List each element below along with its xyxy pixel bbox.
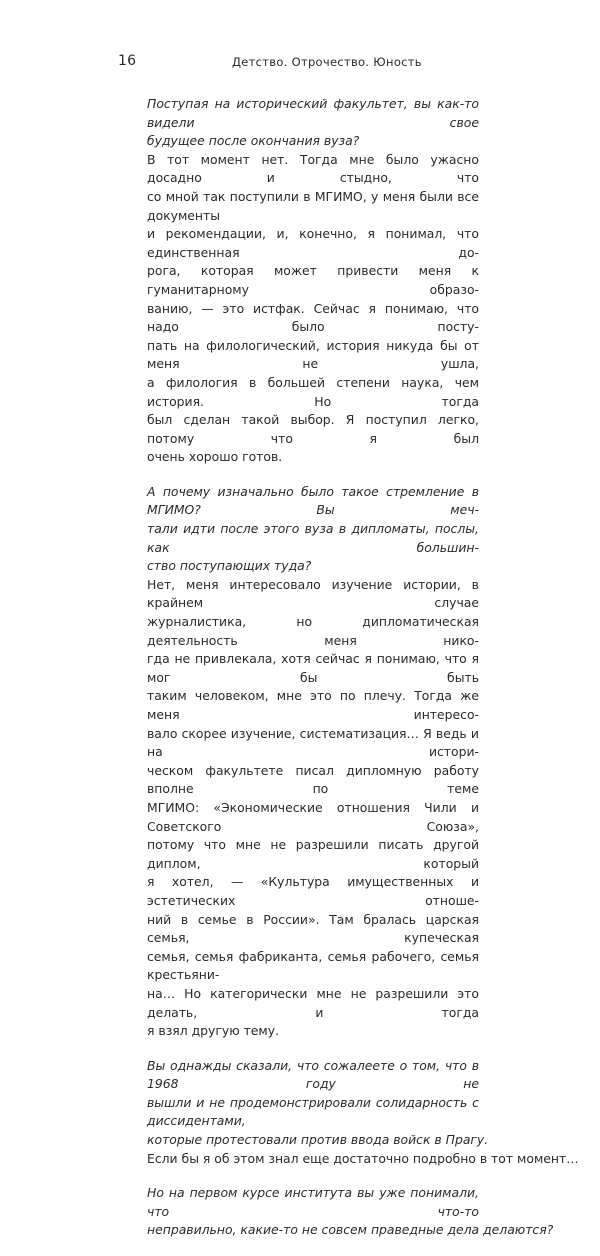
- running-title: Детство. Отрочество. Юность: [232, 55, 422, 69]
- text-line: ческом факультете писал дипломную работу вполне по теме: [147, 762, 479, 797]
- text-line: был сделан такой выбор. Я поступил легко, потому что я был: [147, 412, 479, 446]
- text-line: Если бы я об этом знал еще достаточно подробно в тот момент…: [147, 1150, 579, 1166]
- text-line: А почему изначально было такое стремление в МГИМО? Вы меч-: [147, 483, 479, 518]
- interview-text: [147, 95, 579, 1256]
- text-line: пать на филологический, история никуда бы от меня не ушла,: [147, 337, 479, 372]
- qa-block: [147, 1184, 554, 1240]
- text-line: Нет, меня интересовало изучение истории, в крайнем случае: [147, 576, 479, 611]
- text-line: Поступая на исторический факультет, вы как-то видели свое: [147, 96, 479, 130]
- text-line: МГИМО: «Экономические отношения Чили и Советского Союза»,: [147, 799, 479, 834]
- text-line: журналистика, но дипломатическая деятельность меня нико-: [147, 614, 479, 648]
- text-line: вышли и не продемонстрировали солидарность с диссидентами,: [147, 1094, 479, 1129]
- interview-question: [147, 483, 479, 576]
- text-line: тали идти после этого вуза в дипломаты, послы, как большин-: [147, 521, 479, 555]
- text-line: неправильно, какие-то не совсем праведные дела делаются?: [147, 1222, 554, 1238]
- page-number: 16: [118, 53, 137, 69]
- text-line: а филология в большей степени наука, чем история. Но тогда: [147, 374, 479, 409]
- text-line: и рекомендации, и, конечно, я понимал, что единственная до-: [147, 226, 479, 260]
- text-line: рога, которая может привести меня к гуманитарному образо-: [147, 263, 479, 297]
- text-line: Но на первом курсе института вы уже понимали, что что-то: [147, 1185, 479, 1219]
- text-line: я хотел, — «Культура имущественных и эстетических отноше-: [147, 874, 479, 908]
- interview-answer: [147, 576, 479, 1041]
- text-line: будущее после окончания вуза?: [147, 133, 360, 149]
- text-line: я взял другую тему.: [147, 1023, 280, 1039]
- interview-question: [147, 1057, 489, 1150]
- text-line: ний в семье в России». Там бралась царская семья, купеческая: [147, 911, 479, 946]
- qa-block: [147, 1057, 579, 1169]
- text-line: В тот момент нет. Тогда мне было ужасно досадно и стыдно, что: [147, 151, 479, 186]
- text-line: таким человеком, мне это по плечу. Тогда же меня интересо-: [147, 688, 479, 722]
- interview-answer: [147, 1150, 579, 1169]
- text-line: Вы однажды сказали, что сожалеете о том, что в 1968 году не: [147, 1057, 479, 1092]
- qa-block: [147, 95, 479, 467]
- text-line: потому что мне не разрешили писать другой диплом, который: [147, 837, 479, 871]
- qa-block: [147, 483, 479, 1041]
- text-line: со мной так поступили в МГИМО, у меня были все документы: [147, 188, 479, 223]
- interview-question: [147, 1184, 554, 1240]
- interview-question: [147, 95, 479, 151]
- interview-answer: [147, 151, 479, 467]
- text-line: очень хорошо готов.: [147, 449, 283, 465]
- text-line: гда не привлекала, хотя сейчас я понимаю, что я мог бы быть: [147, 651, 479, 685]
- text-line: вало скорее изучение, систематизация… Я ведь и на истори-: [147, 725, 479, 760]
- text-line: ство поступающих туда?: [147, 558, 312, 574]
- text-line: семья, семья фабриканта, семья рабочего, семья крестьяни-: [147, 948, 479, 983]
- text-line: на… Но категорически мне не разрешили это делать, и тогда: [147, 985, 479, 1020]
- text-line: которые протестовали против ввода войск в Прагу.: [147, 1132, 489, 1148]
- text-line: ванию, — это истфак. Сейчас я понимаю, что надо было посту-: [147, 300, 479, 335]
